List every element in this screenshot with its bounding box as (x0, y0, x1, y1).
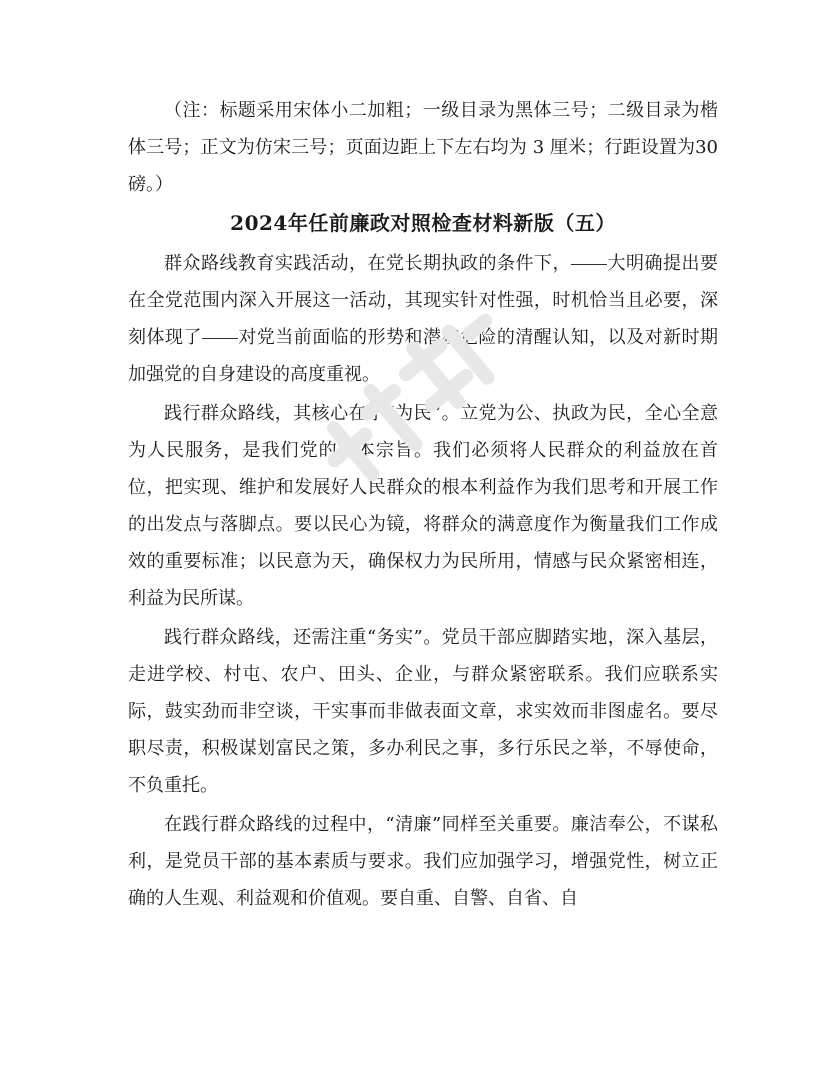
document-page (128, 92, 718, 919)
paragraph-2: 践行群众路线，其核心在于“为民”。立党为公、执政为民，全心全意为人民服务，是我们党的根本宗旨。我们必须将人民群众的利益放在首位，把实现、维护和发展好人民群众的根本利益作为我们思考和开展工作的出发点与落脚点。要以民心为镜，将群众的满意度作为衡量我们工作成效的重要标准；以民意为天，确保权力为民所用，情感与民众紧密相连，利益为民所谋。 (128, 403, 718, 609)
document-title: 2024年任前廉政对照检查材料新版（五） (230, 211, 616, 235)
paragraph-1-part-2: 大明确提出要在全党范围内深入开展这一活动，其现实针对性强，时机恰当且必要，深刻体现了 (128, 253, 718, 348)
paragraph-4: 在践行群众路线的过程中，“清廉”同样至关重要。廉洁奉公，不谋私利，是党员干部的基本素质与要求。我们应加强学习，增强党性，树立正确的人生观、利益观和价值观。要自重、自警、自省、自 (128, 814, 718, 909)
fill-blank-1 (571, 263, 607, 265)
paragraph-1 (128, 245, 718, 393)
paragraph-1-part-3: 对党当前面临的形势和潜在危险的清醒认知，以及对新时期加强党的自身建设的高度重视。 (128, 327, 719, 385)
paragraph-1-part-1: 群众路线教育实践活动，在党长期执政的条件下， (164, 253, 571, 274)
fill-blank-2 (202, 337, 238, 339)
paragraph-3: 践行群众路线，还需注重“务实”。党员干部应脚踏实地，深入基层，走进学校、村屯、农户、田头、企业，与群众紧密联系。我们应联系实际，鼓实劲而非空谈，干实事而非做表面文章，求实效而非图虚名。要尽职尽责，积极谋划富民之策，多办利民之事，多行乐民之举，不辱使命，不负重托。 (128, 627, 718, 796)
formatting-note: （注：标题采用宋体小二加粗；一级目录为黑体三号；二级目录为楷体三号；正文为仿宋三号；页面边距上下左右均为 3 厘米；行距设置为30磅。） (128, 100, 718, 195)
